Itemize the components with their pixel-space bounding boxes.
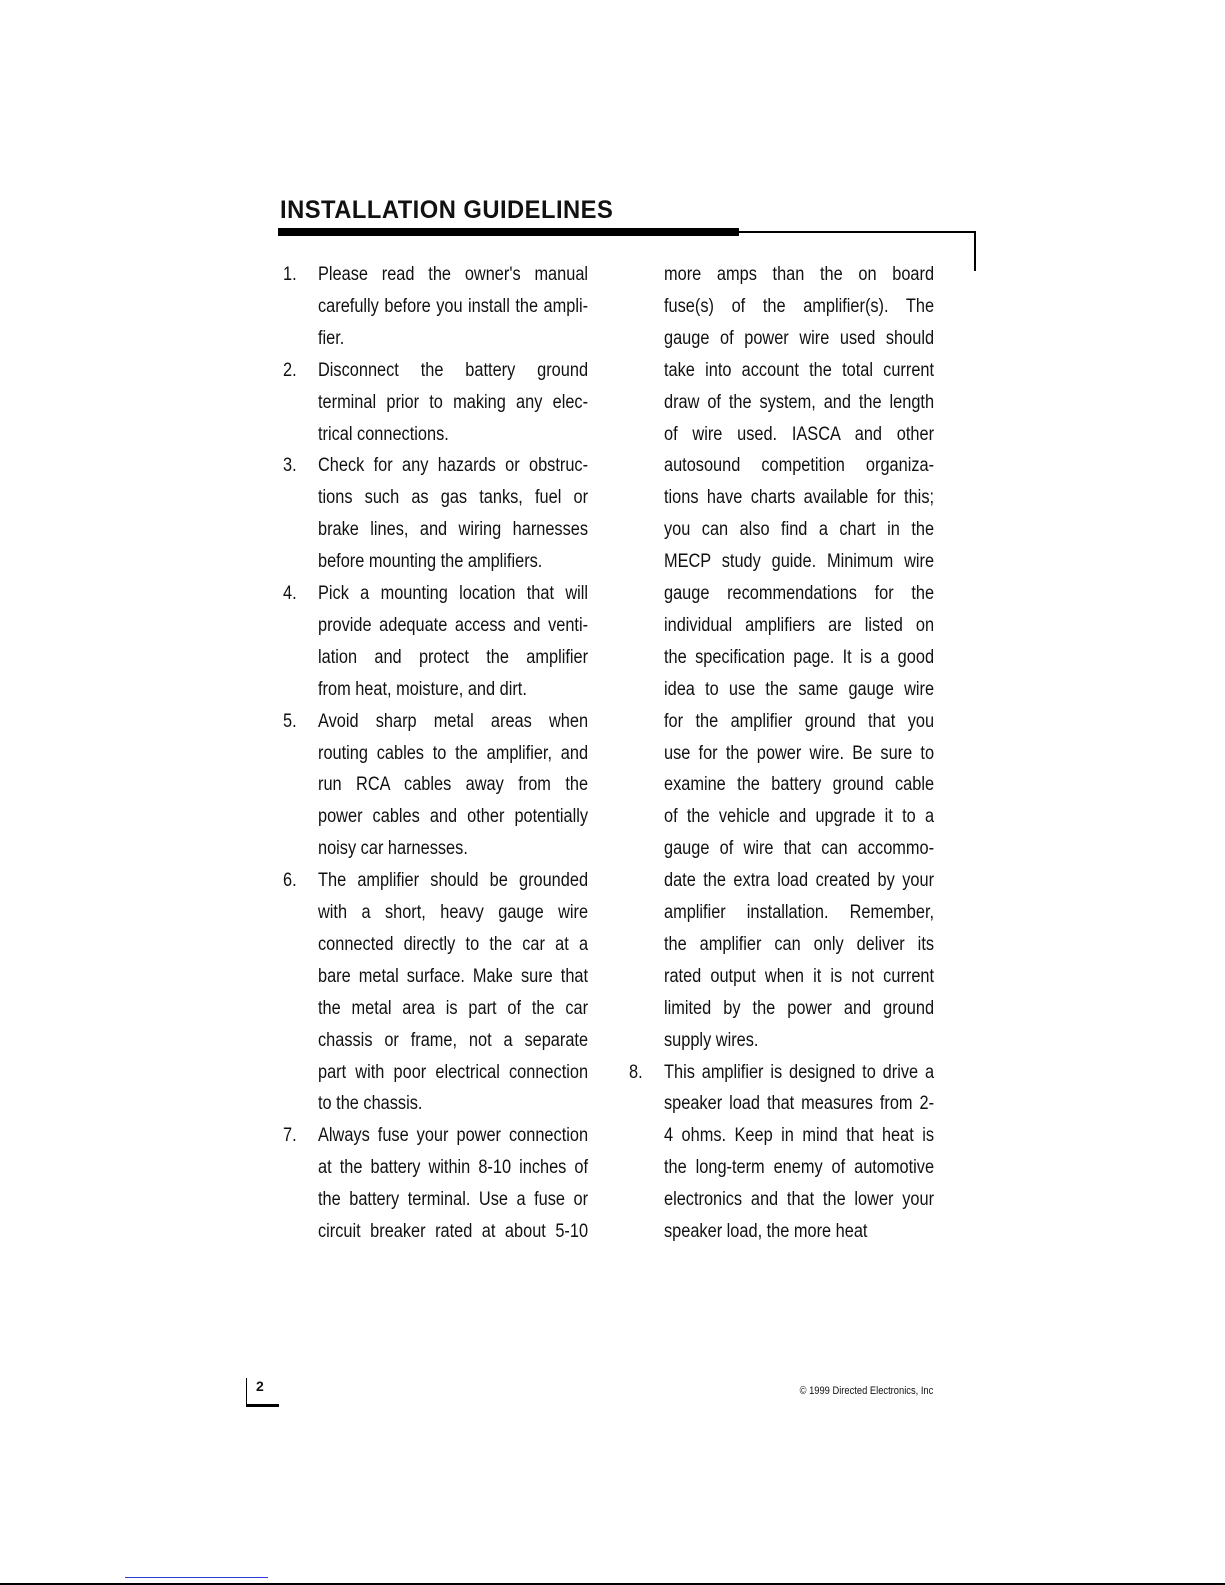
- list-item-line: MECP study guide. Minimum wire: [664, 551, 935, 573]
- list-item-line: the specification page. It is a good: [664, 646, 935, 668]
- list-item-line: Pick a mounting location that will: [318, 583, 589, 604]
- list-item-line: gauge recommendations for the: [664, 583, 935, 604]
- list-item-line: use for the power wire. Be sure to: [664, 742, 935, 764]
- list-item-line: the amplifier can only deliver its: [664, 933, 935, 955]
- list-item-line: provide adequate access and venti-: [318, 614, 589, 636]
- list-item-number: 5.: [283, 710, 297, 732]
- page-title: INSTALLATION GUIDELINES: [280, 196, 614, 224]
- list-item-line: more amps than the on board: [664, 264, 935, 285]
- list-item-line: terminal prior to making any elec-: [318, 391, 589, 413]
- list-item-line: draw of the system, and the length: [664, 391, 935, 413]
- list-item-line: Avoid sharp metal areas when: [318, 710, 589, 732]
- list-item-number: 7.: [283, 1125, 297, 1147]
- list-item-line: limited by the power and ground: [664, 997, 935, 1019]
- list-item-number: 6.: [283, 870, 297, 892]
- list-item-line: The amplifier should be grounded: [318, 870, 589, 892]
- list-item-line: you can also find a chart in the: [664, 519, 935, 541]
- list-item-line: the battery terminal. Use a fuse or: [318, 1189, 589, 1211]
- list-item-line: supply wires.: [664, 1029, 759, 1051]
- list-item-number: 3.: [283, 455, 297, 477]
- list-item-line: Check for any hazards or obstruc-: [318, 455, 589, 477]
- list-item-line: carefully before you install the ampli-: [318, 295, 589, 317]
- list-item-line: Please read the owner's manual: [318, 264, 589, 285]
- list-item-line: fuse(s) of the amplifier(s). The: [664, 295, 935, 317]
- list-item-line: idea to use the same gauge wire: [664, 678, 935, 700]
- list-item-line: autosound competition organiza-: [664, 455, 935, 477]
- list-item-line: chassis or frame, not a separate: [318, 1029, 589, 1051]
- list-item-line: Always fuse your power connection: [318, 1125, 589, 1147]
- list-item-number: 4.: [283, 583, 297, 604]
- list-item-line: individual amplifiers are listed on: [664, 614, 935, 636]
- list-item-line: at the battery within 8-10 inches of: [318, 1157, 589, 1179]
- link-underline: [125, 1577, 268, 1578]
- list-item-line: for the amplifier ground that you: [664, 710, 935, 732]
- list-item-line: take into account the total current: [664, 359, 935, 381]
- list-item-line: examine the battery ground cable: [664, 774, 935, 796]
- list-item-line: before mounting the amplifiers.: [318, 551, 543, 573]
- list-item-line: part with poor electrical connection: [318, 1061, 589, 1083]
- list-item-line: fier.: [318, 327, 345, 349]
- list-item-line: electronics and that the lower your: [664, 1189, 935, 1211]
- list-item-line: the long-term enemy of automotive: [664, 1157, 935, 1179]
- list-item-line: with a short, heavy gauge wire: [318, 902, 589, 923]
- list-item-line: connected directly to the car at a: [318, 933, 589, 955]
- list-item-line: run RCA cables away from the: [318, 774, 589, 796]
- list-item-line: trical connections.: [318, 423, 449, 445]
- list-item-line: lation and protect the amplifier: [318, 646, 589, 668]
- page-number-rule: [246, 1378, 247, 1405]
- list-item-line: date the extra load created by your: [664, 870, 935, 892]
- list-item-line: bare metal surface. Make sure that: [318, 965, 589, 987]
- list-item-line: the metal area is part of the car: [318, 997, 589, 1019]
- list-item-line: of the vehicle and upgrade it to a: [664, 806, 935, 828]
- list-item-number: 1.: [283, 264, 297, 285]
- list-item-line: rated output when it is not current: [664, 965, 935, 987]
- list-item-line: brake lines, and wiring harnesses: [318, 519, 589, 541]
- list-item-line: circuit breaker rated at about 5-10: [318, 1221, 589, 1242]
- title-rule-corner: [974, 231, 976, 271]
- list-item-line: Disconnect the battery ground: [318, 359, 589, 381]
- list-item-line: routing cables to the amplifier, and: [318, 742, 589, 764]
- list-item-number: 2.: [283, 359, 297, 381]
- list-item-line: gauge of power wire used should: [664, 327, 935, 349]
- list-item-line: tions have charts available for this;: [664, 487, 935, 509]
- list-item-line: noisy car harnesses.: [318, 838, 468, 860]
- list-item-line: speaker load, the more heat: [664, 1221, 868, 1242]
- copyright: © 1999 Directed Electronics, Inc: [799, 1385, 933, 1397]
- list-item-line: tions such as gas tanks, fuel or: [318, 487, 589, 509]
- list-item-line: amplifier installation. Remember,: [664, 902, 935, 923]
- title-rule-thick: [278, 228, 739, 236]
- list-item-line: to the chassis.: [318, 1093, 423, 1115]
- list-item-number: 8.: [629, 1061, 643, 1083]
- page-number-underline: [246, 1404, 279, 1407]
- list-item-line: gauge of wire that can accommo-: [664, 838, 935, 860]
- list-item-line: 4 ohms. Keep in mind that heat is: [664, 1125, 935, 1147]
- list-item-line: speaker load that measures from 2-: [664, 1093, 935, 1115]
- list-item-line: This amplifier is designed to drive a: [664, 1061, 935, 1083]
- title-rule-thin: [738, 231, 976, 233]
- list-item-line: of wire used. IASCA and other: [664, 423, 935, 445]
- page-number: 2: [256, 1378, 264, 1394]
- list-item-line: power cables and other potentially: [318, 806, 589, 828]
- list-item-line: from heat, moisture, and dirt.: [318, 678, 527, 700]
